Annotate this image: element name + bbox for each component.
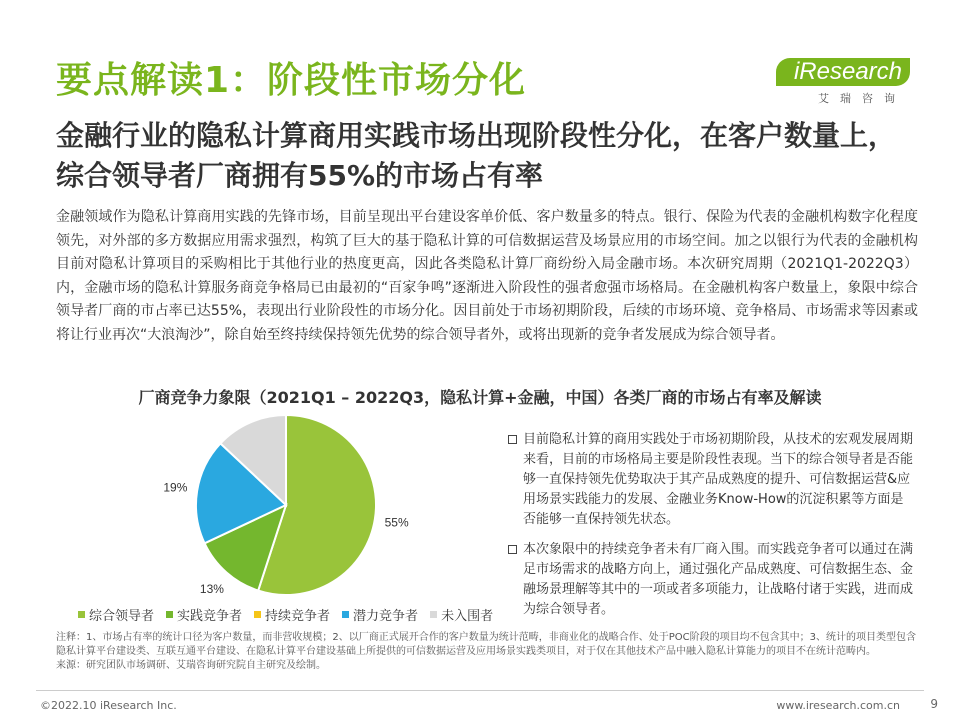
note-text: 本次象限中的持续竞争者未有厂商入围。而实践竞争者可以通过在满足市场需求的战略方向上，通过强化产品成熟度、可信数据生态、金融场景理解等其中的一项或者多项能力，让战略付诸于实践，进而成为综合领导者。	[523, 542, 914, 617]
footnote-text: 注释：1、市场占有率的统计口径为客户数量，而非营收规模；2、以厂商正式展开合作的客户数量为统计范畴，非商业化的战略合作、处于POC阶段的项目均不包含其中；3、统计的项目类型包含隐私计算平台建设类、互联互通平台建设、在隐私计算平台建设基础上所提供的可信数据运营及应用场景实践类项目，对于仅在其他技术产品中融入隐私计算能力的项目不在统计范畴内。	[56, 632, 916, 657]
pie-data-label: 13%	[199, 582, 224, 597]
legend-swatch-icon	[166, 611, 173, 618]
chart-title: 厂商竞争力象限（2021Q1 – 2022Q3，隐私计算+金融，中国）各类厂商的市场占有率及解读	[138, 388, 822, 407]
source-text: 来源：研究团队市场调研、艾瑞咨询研究院自主研究及绘制。	[56, 660, 326, 671]
page-title: 要点解读1：阶段性市场分化	[56, 60, 527, 101]
legend-item	[166, 605, 242, 624]
pie-data-label: 19%	[163, 480, 188, 495]
legend-item	[430, 605, 493, 624]
note-item	[508, 540, 916, 620]
legend-label: 潜力竞争者	[353, 609, 419, 624]
iresearch-logo	[790, 58, 910, 108]
checkbox-bullet-icon	[508, 545, 517, 554]
page-number: 9	[930, 697, 938, 711]
footer-url[interactable]: www.iresearch.com.cn	[776, 699, 900, 712]
note-text: 目前隐私计算的商用实践处于市场初期阶段，从技术的宏观发展周期来看，目前的市场格局主要是阶段性表现。当下的综合领导者是否能够一直保持领先优势取决于其产品成熟度的提升、可信数据运营&应用场景实践能力的发展、金融业务Know-How的沉淀积累等方面是否能够一直保持领先状态。	[523, 432, 914, 527]
legend-swatch-icon	[254, 611, 261, 618]
chart-legend	[78, 605, 493, 624]
checkbox-bullet-icon	[508, 435, 517, 444]
logo-sub-text: 艾瑞咨询	[818, 92, 906, 105]
body-paragraph: 金融领域作为隐私计算商用实践的先锋市场，目前呈现出平台建设客单价低、客户数量多的特点。银行、保险为代表的金融机构数字化程度领先，对外部的多方数据应用需求强烈，构筑了巨大的基于隐私计算的可信数据运营及场景应用的市场空间。加之以银行为代表的金融机构目前对隐私计算项目的采购相比于其他行业的热度更高，因此各类隐私计算厂商纷纷入局金融市场。本次研究周期（2021Q1-2022Q3）内，金融市场的隐私计算服务商竞争格局已由最初的“百家争鸣”逐渐进入阶段性的强者愈强市场格局。在金融机构客户数量上，象限中综合领导者厂商的市占率已达55%，表现出行业阶段性的市场分化。因目前处于市场初期阶段，后续的市场环境、竞争格局、市场需求等因素或将让行业再次“大浪淘沙”，除自始至终持续保持领先优势的综合领导者外，或将出现新的竞争者发展成为综合领导者。	[56, 209, 918, 343]
legend-swatch-icon	[78, 611, 85, 618]
logo-brand-text: iResearch	[776, 58, 910, 86]
legend-label: 未入围者	[441, 609, 494, 624]
legend-item	[78, 605, 154, 624]
legend-swatch-icon	[430, 611, 437, 618]
legend-item	[342, 605, 418, 624]
pie-chart	[150, 410, 450, 610]
page-subtitle: 金融行业的隐私计算商用实践市场出现阶段性分化，在客户数量上，综合领导者厂商拥有55%的市场占有率	[56, 119, 897, 192]
pie-data-label: 55%	[384, 515, 409, 530]
legend-label: 综合领导者	[89, 609, 155, 624]
legend-label: 持续竞争者	[265, 609, 331, 624]
legend-label: 实践竞争者	[177, 609, 243, 624]
legend-item	[254, 605, 330, 624]
chart-notes	[508, 430, 916, 630]
footnote	[56, 631, 918, 673]
copyright: ©2022.10 iResearch Inc.	[40, 699, 177, 712]
legend-swatch-icon	[342, 611, 349, 618]
footer-divider	[36, 690, 924, 691]
note-item	[508, 430, 916, 530]
